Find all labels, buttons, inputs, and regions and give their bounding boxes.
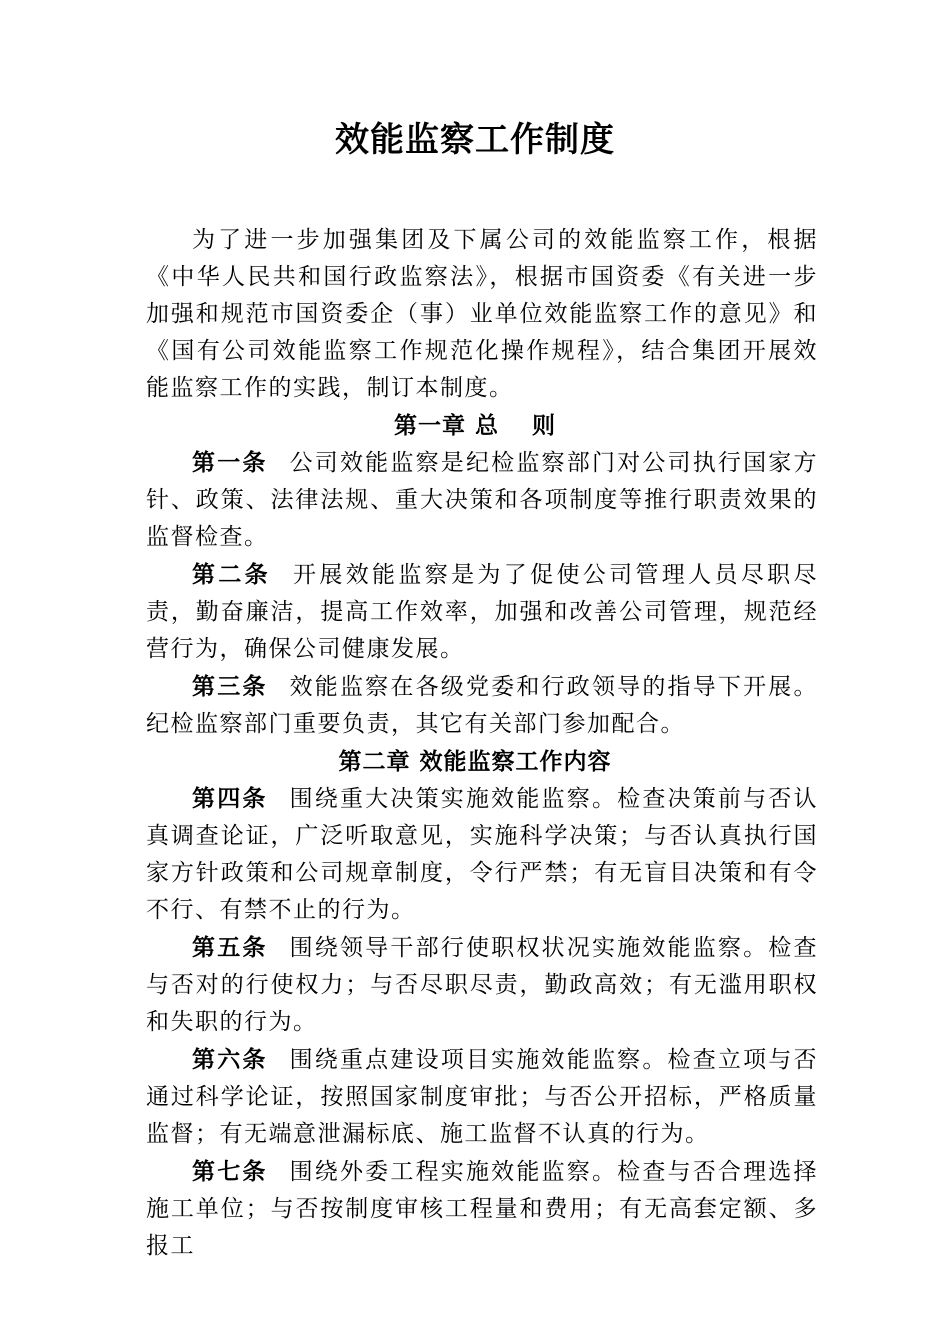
article-label: 第五条 <box>192 934 268 961</box>
article-3 <box>146 668 818 743</box>
chapter-1-heading: 第一章 总 则 <box>393 412 556 439</box>
article-text: 围绕重点建设项目实施效能监察。检查立项与否通过科学论证，按照国家制度审批；与否公开招标，严格质量监督；有无端意泄漏标底、施工监督不认真的行为。 <box>146 1047 819 1147</box>
article-text: 围绕外委工程实施效能监察。检查与否合理选择施工单位；与否按制度审核工程量和费用；有无高套定额、多报工 <box>146 1159 819 1259</box>
article-label: 第三条 <box>192 673 268 700</box>
article-label: 第七条 <box>192 1158 268 1185</box>
article-label: 第二条 <box>192 561 272 588</box>
article-text: 效能监察在各级党委和行政领导的指导下开展。纪检监察部门重要负责，其它有关部门参加配合。 <box>146 674 819 737</box>
article-6 <box>146 1041 818 1153</box>
article-text: 围绕领导干部行使职权状况实施效能监察。检查与否对的行使权力；与否尽职尽责，勤政高效；有无滥用职权和失职的行为。 <box>146 935 819 1035</box>
article-text: 开展效能监察是为了促使公司管理人员尽职尽责，勤奋廉洁，提高工作效率，加强和改善公司管理，规范经营行为，确保公司健康发展。 <box>146 562 819 662</box>
article-label: 第一条 <box>192 449 268 476</box>
article-7 <box>146 1153 818 1265</box>
document-title: 效能监察工作制度 <box>335 120 615 160</box>
article-text: 围绕重大决策实施效能监察。检查决策前与否认真调查论证，广泛听取意见，实施科学决策；与否认真执行国家方针政策和公司规章制度，令行严禁；有无盲目决策和有令不行、有禁不止的行为。 <box>146 786 819 923</box>
article-text: 公司效能监察是纪检监察部门对公司执行国家方针、政策、法律法规、重大决策和各项制度等推行职责效果的监督检查。 <box>146 450 819 550</box>
article-label: 第四条 <box>192 785 268 812</box>
article-5 <box>146 929 818 1041</box>
article-4 <box>146 780 818 929</box>
article-1 <box>146 444 818 556</box>
article-label: 第六条 <box>192 1046 268 1073</box>
document-body <box>146 222 818 1265</box>
preamble-paragraph: 为了进一步加强集团及下属公司的效能监察工作，根据《中华人民共和国行政监察法》，根据市国资委《有关进一步加强和规范市国资委企（事）业单位效能监察工作的意见》和《国有公司效能监察工作规范化操作规程》，结合集团开展效能监察工作的实践，制订本制度。 <box>146 227 818 401</box>
article-2 <box>146 556 818 668</box>
chapter-2-heading: 第二章 效能监察工作内容 <box>338 748 612 775</box>
